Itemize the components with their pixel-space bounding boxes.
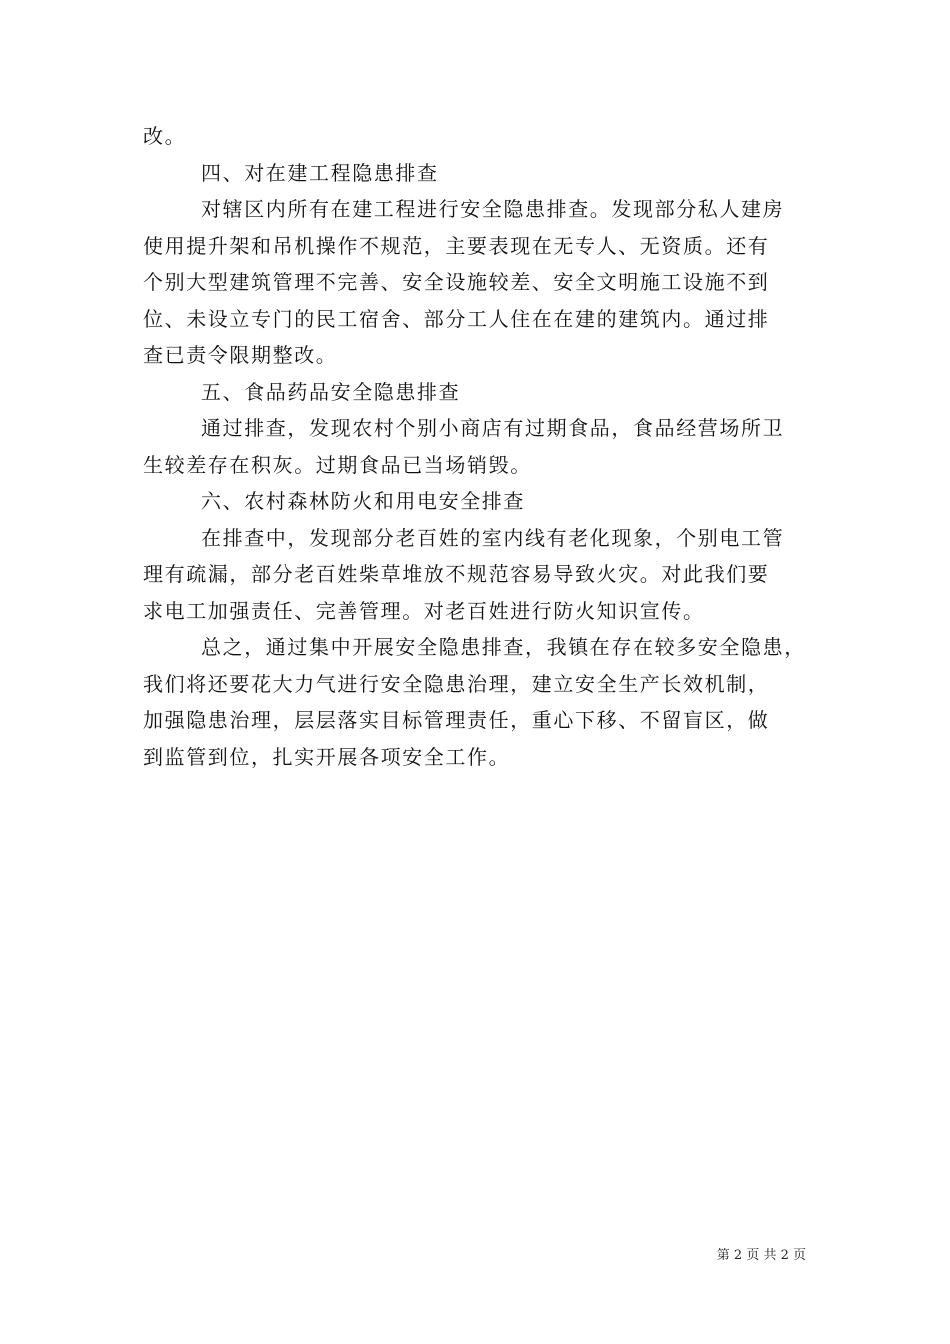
page-number: 第 2 页 共 2 页 — [716, 1248, 806, 1263]
text-line: 个别大型建筑管理不完善、安全设施较差、安全文明施工设施不到 — [143, 270, 770, 294]
document-body — [143, 118, 820, 775]
text-line: 位、未设立专门的民工宿舍、部分工人住在在建的建筑内。通过排 — [143, 306, 770, 331]
text-line: 四、对在建工程隐患排查 — [201, 160, 439, 185]
text-line: 五、食品药品安全隐患排查 — [201, 379, 461, 404]
text-line: 我们将还要花大力气进行安全隐患治理，建立安全生产长效机制， — [143, 671, 770, 696]
text-line: 生较差存在积灰。过期食品已当场销毁。 — [143, 452, 532, 477]
text-line: 到监管到位，扎实开展各项安全工作。 — [143, 744, 511, 769]
text-line: 通过排查，发现农村个别小商店有过期食品，食品经营场所卫 — [201, 416, 785, 440]
text-line: 求电工加强责任、完善管理。对老百姓进行防火知识宣传。 — [143, 598, 705, 623]
text-line: 对辖区内所有在建工程进行安全隐患排查。发现部分私人建房 — [201, 197, 785, 221]
text-line: 使用提升架和吊机操作不规范，主要表现在无专人、无资质。还有 — [143, 233, 770, 258]
text-line: 六、农村森林防火和用电安全排查 — [201, 489, 525, 513]
text-line: 理有疏漏，部分老百姓柴草堆放不规范容易导致火灾。对此我们要 — [143, 562, 770, 586]
text-line: 在排查中，发现部分老百姓的室内线有老化现象，个别电工管 — [201, 525, 785, 550]
text-line: 加强隐患治理，层层落实目标管理责任，重心下移、不留盲区，做 — [143, 708, 770, 732]
text-line: 改。 — [143, 124, 187, 148]
text-line: 查已责令限期整改。 — [143, 343, 338, 367]
text-line: 总之，通过集中开展安全隐患排查，我镇在存在较多安全隐患， — [201, 635, 806, 659]
